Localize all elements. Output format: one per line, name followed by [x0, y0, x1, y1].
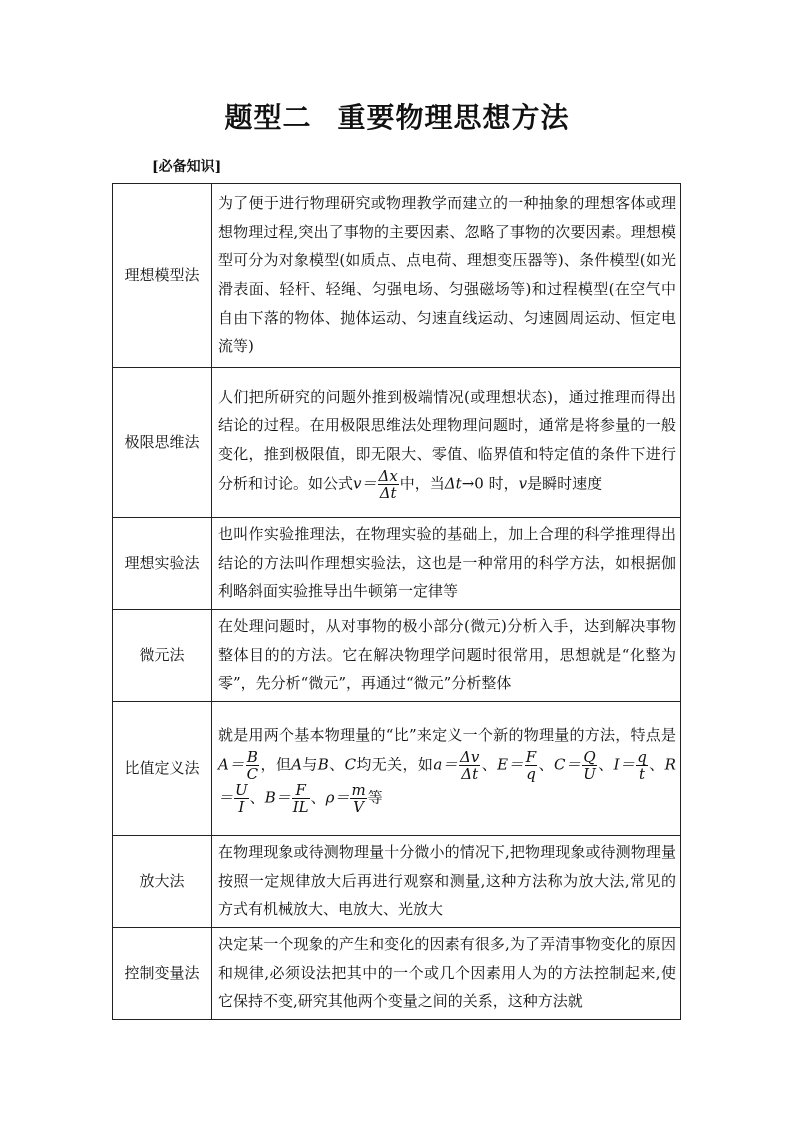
desc-text: ，但 [260, 755, 292, 774]
table-row [113, 702, 681, 836]
variable: A [291, 755, 303, 774]
formula-lhs: R＝ [218, 755, 676, 807]
method-description: 在物理现象或待测物理量十分微小的情况下,把物理现象或待测物理量按照一定规律放大后再进行观察和测量,这种方法称为放大法,常见的方式有机械放大、电放大、光放大 [212, 836, 681, 928]
method-name: 极限思维法 [113, 368, 212, 518]
separator: 、 [538, 755, 554, 774]
method-description [212, 702, 681, 836]
fraction-numerator: Δv [460, 748, 480, 767]
separator: 、 [328, 755, 345, 774]
formula-lhs: v＝ [353, 474, 377, 493]
method-name: 理想模型法 [113, 184, 212, 368]
fraction-denominator: IL [292, 798, 309, 817]
fraction-denominator: t [639, 765, 646, 784]
formula-lhs: C＝ [553, 755, 582, 774]
title-part-1: 题型二 [224, 101, 312, 134]
table-row [113, 368, 681, 518]
section-label: [必备知识] [152, 159, 222, 175]
formula-fraction [582, 749, 597, 782]
formula-fraction [636, 749, 648, 782]
formula-fraction [350, 782, 366, 815]
fraction-denominator: Δt [379, 484, 397, 503]
separator: 、 [648, 755, 665, 774]
method-description: 决定某一个现象的产生和变化的因素有很多,为了弄清事物变化的原因和规律,必须设法把其中的一个或几个因素用人为的方法控制起来,使它保持不变,研究其他两个变量之间的关系，这种方法就 [212, 928, 681, 1020]
method-description: 也叫作实验推理法，在物理实验的基础上，加上合理的科学推理得出结论的方法叫作理想实验法，这也是一种常用的科学方法，如根据伽利略斜面实验推导出牛顿第一定律等 [212, 518, 681, 610]
fraction-denominator: C [246, 765, 259, 784]
formula-fraction [246, 749, 259, 782]
fraction-numerator: q [637, 748, 647, 767]
method-description: 为了便于进行物理研究或物理教学而建立的一种抽象的理想客体或理想物理过程,突出了事物的主要因素、忽略了事物的次要因素。理想模型可分为对象模型(如质点、点电荷、理想变压器等)、条件模型(如光滑表面、轻杆、轻绳、匀强电场、匀强磁场等)和过程模型(在空气中自由下落的物体、抛体运动、匀速直线运动、匀速圆周运动、恒定电流等) [212, 184, 681, 368]
method-name: 微元法 [113, 610, 212, 702]
formula-lhs: ρ＝ [325, 788, 350, 807]
table-row [113, 184, 681, 368]
fraction-numerator: Q [583, 748, 596, 767]
desc-text: 就是用两个基本物理量的“比”来定义一个新的物理量的方法，特点是 [218, 725, 676, 744]
fraction-numerator: B [246, 748, 258, 767]
desc-text: 与 [302, 755, 318, 774]
formula-lhs: I＝ [613, 755, 636, 774]
formula-fraction [378, 468, 399, 501]
fraction-numerator: F [292, 782, 310, 799]
formula-fraction [234, 782, 249, 815]
fraction-denominator: q [526, 765, 536, 784]
fraction-denominator: I [238, 798, 245, 817]
formula-lhs: E＝ [497, 755, 524, 774]
separator: 、 [481, 755, 498, 774]
fraction-denominator: Δt [461, 765, 479, 784]
table-row [113, 928, 681, 1020]
fraction-numerator: F [525, 748, 537, 767]
variable: B [317, 755, 329, 774]
fraction-numerator: U [235, 781, 248, 800]
fraction-denominator: V [353, 798, 364, 817]
fraction-numerator: m [351, 781, 366, 800]
fraction-numerator: Δx [378, 467, 398, 486]
formula-lhs: B＝ [264, 788, 291, 807]
variable: C [344, 755, 357, 774]
formula-lhs: a＝ [433, 755, 459, 774]
desc-text: 是瞬时速度 [527, 474, 603, 493]
table-row [113, 518, 681, 610]
table-row [113, 836, 681, 928]
page-title [0, 96, 794, 136]
formula-fraction [525, 749, 537, 782]
formula-fraction [459, 749, 480, 782]
variable: v [518, 474, 528, 493]
variable: Δt [444, 474, 462, 493]
title-part-2: 重要物理思想方法 [337, 101, 570, 134]
desc-text: 等 [367, 788, 383, 807]
method-description: 在处理问题时，从对事物的极小部分(微元)分析入手，达到解决事物整体目的的方法。它在解决物理学问题时很常用，思想就是“化整为零”，先分析“微元”，再通过“微元”分析整体 [212, 610, 681, 702]
formula-fraction [292, 782, 310, 815]
method-name: 理想实验法 [113, 518, 212, 610]
separator: 、 [597, 755, 614, 774]
method-name: 放大法 [113, 836, 212, 928]
separator: 、 [249, 788, 265, 807]
method-name: 控制变量法 [113, 928, 212, 1020]
method-name: 比值定义法 [113, 702, 212, 836]
desc-text: →0 时， [461, 474, 519, 493]
method-description [212, 368, 681, 518]
methods-table [112, 183, 681, 1020]
desc-text: 中，当 [399, 474, 445, 493]
formula-lhs: A＝ [218, 755, 245, 774]
desc-text: 人们把所研究的问题外推到极端情况(或理想状态)，通过推理而得出结论的过程。在用极限思维法处理物理问题时，通常是将参量的一般变化，推到极限值，即无限大、零值、临界值和特定值的条件下进行分析和讨论。如公式 [218, 387, 676, 493]
desc-text: 均无关，如 [356, 755, 434, 774]
separator: 、 [310, 788, 326, 807]
fraction-denominator: U [583, 765, 596, 784]
table-row [113, 610, 681, 702]
